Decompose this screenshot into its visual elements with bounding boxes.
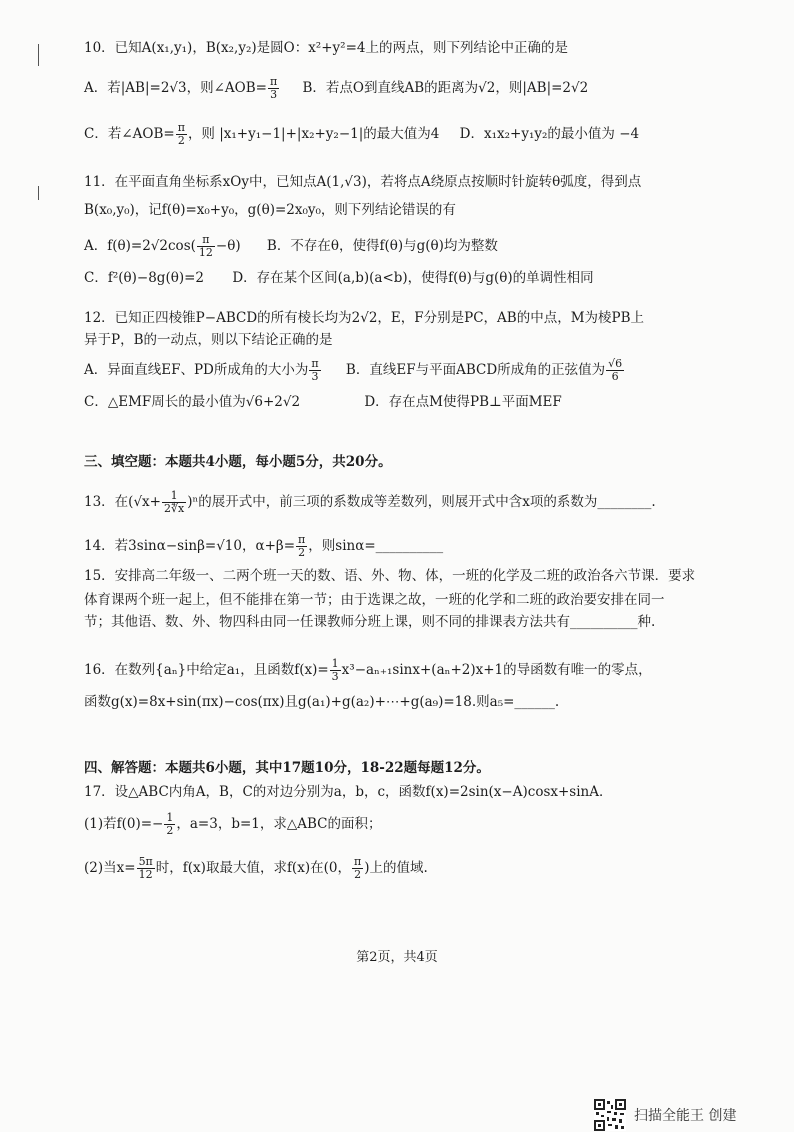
fraction: $\frac{1}{2∜x}$: [163, 489, 185, 515]
option-c: C．△EMF周长的最小值为√6+2√2: [84, 394, 301, 410]
question-11-stem: 11．在平面直角坐标系xOy中，已知点A(1,√3)，若将点A绕原点按顺时针旋转θ弧度，得到点: [84, 174, 642, 190]
question-11-stem-cont: B(x₀,y₀)，记f(θ)=x₀+y₀，g(θ)=2x₀y₀，则下列结论错误的有: [84, 202, 456, 218]
question-16-line-2: 函数g(x)=8x+sin(πx)−cos(πx)且g(a₁)+g(a₂)+⋯+g(a₉)=18.则a₅=______.: [84, 694, 560, 710]
scanner-watermark: [594, 1098, 736, 1132]
q17-1-post: ，a=3，b=1，求△ABC的面积；: [176, 816, 382, 832]
option-d: D．x₁x₂+y₁y₂的最小值为 −4: [459, 126, 640, 142]
fraction: $\frac{\pi}{3}$: [269, 75, 278, 101]
q17-2-pre: (2)当x=: [84, 860, 136, 876]
scanner-watermark-text: 扫描全能王 创建: [634, 1108, 737, 1124]
section-3-heading: 三、填空题：本题共4小题，每小题5分，共20分。: [84, 454, 392, 470]
option-b: B．不存在θ，使得f(θ)与g(θ)均为整数: [266, 238, 498, 254]
option-a-rest: −θ): [215, 238, 241, 254]
q17-2-mid: 时，f(x)取最大值，求f(x)在(0，: [155, 860, 351, 876]
option-c: C．若∠AOB=: [84, 126, 175, 142]
question-10-options-ab: [84, 76, 744, 101]
q13-pre: 13．在(√x+: [84, 494, 161, 510]
question-17-part-2: [84, 856, 744, 881]
question-12-stem-cont: 异于P，B的一动点，则以下结论正确的是: [84, 332, 333, 348]
option-d: D．存在某个区间(a,b)(a<b)，使得f(θ)与g(θ)的单调性相同: [232, 270, 594, 286]
fraction: $\frac{1}{2}$: [166, 811, 174, 837]
question-16-line-1: [84, 658, 744, 683]
section-4-heading: 四、解答题：本题共6小题，其中17题10分，18-22题每题12分。: [84, 760, 490, 776]
fraction: $\frac{\pi}{2}$: [353, 855, 362, 881]
question-15-line-2: 体育课两个班一起上，但不能排在第一节；由于选课之故，一班的化学和二班的政治要安排在同一: [84, 592, 665, 608]
fraction: $\frac{\pi}{12}$: [198, 233, 213, 259]
question-17-stem: 17．设△ABC内角A，B，C的对边分别为a，b，c，函数f(x)=2sin(x−A)cosx+sinA．: [84, 784, 613, 800]
page-footer: 第2页，共4页: [356, 950, 438, 965]
option-a: A．f(θ)=2√2cos(: [84, 238, 196, 254]
qr-code-icon: [594, 1099, 626, 1131]
question-17-part-1: [84, 812, 744, 837]
question-15-line-3: 节；其他语、数、外、物四科由同一任课教师分班上课，则不同的排课表方法共有__________种.: [84, 614, 656, 630]
question-10-stem: 10．已知A(x₁,y₁)，B(x₂,y₂)是圆O：x²+y²=4上的两点，则下列结论中正确的是: [84, 40, 568, 56]
q17-1-pre: (1)若f(0)=−: [84, 816, 164, 832]
option-d: D．存在点M使得PB⊥平面MEF: [364, 394, 562, 410]
option-b: B．若点O到直线AB的距离为√2，则|AB|=2√2: [302, 80, 589, 96]
question-12-options-ab: [84, 358, 744, 383]
fraction: $\frac{\pi}{2}$: [298, 533, 306, 559]
question-14: [84, 534, 744, 559]
fraction: $\frac{5\pi}{12}$: [138, 855, 153, 881]
question-13: [84, 490, 744, 515]
fraction: $\frac{\pi}{2}$: [177, 121, 185, 147]
margin-mark: [38, 44, 39, 66]
question-12-options-cd: [84, 392, 744, 412]
q14-post: ，则sinα=__________: [308, 538, 444, 554]
fraction: $\frac{√6}{6}$: [608, 357, 623, 383]
option-b: B．直线EF与平面ABCD所成角的正弦值为: [345, 362, 606, 378]
q16-post: x³−aₙ₊₁sinx+(aₙ+2)x+1的导函数有唯一的零点，: [341, 662, 652, 678]
question-10-options-cd: [84, 122, 744, 147]
option-c-rest: ，则 |x₁+y₁−1|+|x₂+y₂−1|的最大值为4: [187, 126, 440, 142]
q16-pre: 16．在数列{aₙ}中给定a₁，且函数f(x)=: [84, 662, 329, 678]
option-c: C．f²(θ)−8g(θ)=2: [84, 270, 205, 286]
q13-post: )ⁿ的展开式中，前三项的系数成等差数列，则展开式中含x项的系数为________.: [187, 494, 656, 510]
q14-pre: 14．若3sinα−sinβ=√10，α+β=: [84, 538, 296, 554]
option-a: A．异面直线EF、PD所成角的大小为: [84, 362, 309, 378]
fraction: $\frac{1}{3}$: [331, 657, 339, 683]
question-15-line-1: 15．安排高二年级一、二两个班一天的数、语、外、物、体，一班的化学及二班的政治各六节课．要求: [84, 568, 696, 584]
margin-mark: [38, 186, 39, 200]
option-a: A．若|AB|=2√3，则∠AOB=: [84, 80, 267, 96]
question-11-options-cd: [84, 268, 744, 288]
q17-2-post: )上的值域.: [364, 860, 428, 876]
question-11-options-ab: [84, 234, 744, 259]
fraction: $\frac{\pi}{3}$: [311, 357, 319, 383]
question-12-stem: 12．已知正四棱锥P−ABCD的所有棱长均为2√2，E，F分别是PC，AB的中点，M为棱PB上: [84, 310, 645, 326]
